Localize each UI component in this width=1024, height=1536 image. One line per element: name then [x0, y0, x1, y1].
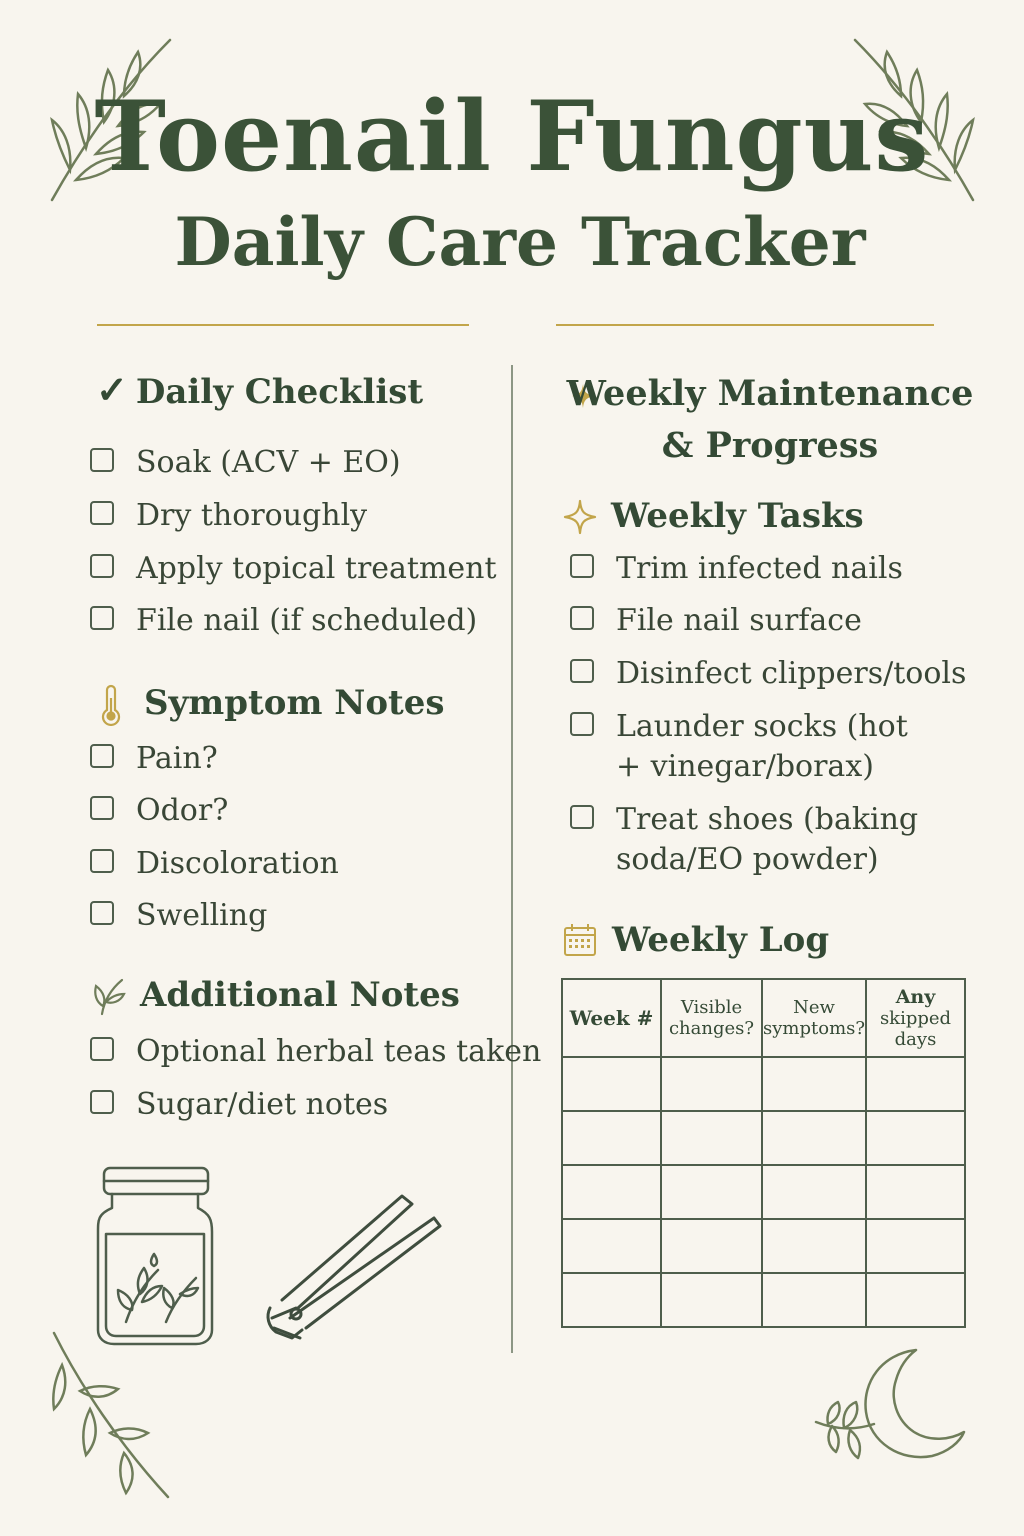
- weekly-task-disinfect[interactable]: [570, 654, 966, 694]
- weekly-task-label: Trim infected nails: [616, 551, 903, 586]
- table-cell[interactable]: [661, 1111, 762, 1165]
- daily-item-file[interactable]: [90, 601, 477, 641]
- checkmark-icon: ✓: [96, 367, 128, 412]
- daily-item-label: Soak (ACV + EO): [136, 445, 401, 480]
- daily-checklist-heading: ✓ Daily Checklist: [96, 367, 424, 412]
- col-week-number: Week #: [562, 979, 661, 1057]
- weekly-task-launder[interactable]: [570, 707, 908, 787]
- table-cell[interactable]: [762, 1111, 866, 1165]
- daily-item-dry[interactable]: [90, 496, 367, 536]
- table-cell[interactable]: [562, 1273, 661, 1327]
- weekly-task-file[interactable]: [570, 601, 862, 641]
- symptom-item-discoloration[interactable]: [90, 844, 339, 884]
- additional-notes-heading: Additional Notes: [140, 975, 460, 1015]
- checkbox[interactable]: [90, 554, 114, 578]
- weekly-task-trim[interactable]: [570, 549, 903, 589]
- table-row: [562, 1219, 965, 1273]
- checkbox[interactable]: [90, 849, 114, 873]
- weekly-tasks-heading: Weekly Tasks: [611, 496, 864, 536]
- checkbox[interactable]: [570, 659, 594, 683]
- table-row: [562, 1273, 965, 1327]
- checkbox[interactable]: [90, 901, 114, 925]
- checkbox[interactable]: [570, 712, 594, 736]
- checkbox[interactable]: [90, 1037, 114, 1061]
- table-cell[interactable]: [661, 1273, 762, 1327]
- daily-item-label: File nail (if scheduled): [136, 603, 478, 638]
- table-cell[interactable]: [866, 1165, 965, 1219]
- symptom-notes-heading: Symptom Notes: [144, 683, 445, 723]
- symptom-item-label: Odor?: [136, 793, 229, 828]
- checkbox[interactable]: [90, 1090, 114, 1114]
- daily-item-apply[interactable]: [90, 549, 497, 589]
- symptom-item-odor[interactable]: [90, 791, 228, 831]
- table-cell[interactable]: [866, 1219, 965, 1273]
- symptom-item-pain[interactable]: [90, 739, 218, 779]
- col-visible-changes: Visible changes?: [661, 979, 762, 1057]
- table-row: [562, 1057, 965, 1111]
- sparkle-icon: [562, 498, 598, 536]
- weekly-log-table: [561, 978, 966, 1328]
- checkbox[interactable]: [90, 606, 114, 630]
- table-cell[interactable]: [562, 1165, 661, 1219]
- page-subtitle: Daily Care Tracker: [174, 203, 866, 281]
- checkbox[interactable]: [90, 744, 114, 768]
- table-cell[interactable]: [661, 1219, 762, 1273]
- column-divider: [511, 365, 513, 1353]
- table-cell[interactable]: [866, 1273, 965, 1327]
- additional-item-label: Optional herbal teas taken: [136, 1034, 542, 1069]
- symptom-item-label: Swelling: [136, 898, 268, 933]
- checkbox[interactable]: [90, 796, 114, 820]
- checkbox[interactable]: [90, 448, 114, 472]
- checkbox[interactable]: [570, 606, 594, 630]
- table-header-row: [562, 979, 965, 1057]
- title-rule-right: [556, 324, 934, 326]
- table-cell[interactable]: [866, 1057, 965, 1111]
- additional-item-label: Sugar/diet notes: [136, 1087, 389, 1122]
- symptom-item-swelling[interactable]: [90, 896, 267, 936]
- daily-item-soak[interactable]: [90, 443, 401, 483]
- daily-item-label: Dry thoroughly: [136, 498, 368, 533]
- table-cell[interactable]: [562, 1219, 661, 1273]
- table-cell[interactable]: [661, 1165, 762, 1219]
- col-new-symptoms: New symptoms?: [762, 979, 866, 1057]
- weekly-task-label: File nail surface: [616, 603, 862, 638]
- calendar-icon: [562, 922, 598, 958]
- table-cell[interactable]: [562, 1111, 661, 1165]
- crescent-moon-icon: [812, 1346, 968, 1466]
- checkbox[interactable]: [570, 805, 594, 829]
- daily-item-label: Apply topical treatment: [136, 551, 497, 586]
- table-cell[interactable]: [562, 1057, 661, 1111]
- additional-item-sugar[interactable]: [90, 1085, 388, 1125]
- table-row: [562, 1165, 965, 1219]
- weekly-task-label: Treat shoes (baking soda/EO powder): [616, 802, 919, 877]
- checkbox[interactable]: [570, 554, 594, 578]
- table-cell[interactable]: [762, 1165, 866, 1219]
- nail-clipper-icon: [262, 1190, 446, 1350]
- weekly-maintenance-heading: Weekly Maintenance & Progress: [566, 373, 974, 466]
- table-cell[interactable]: [762, 1273, 866, 1327]
- table-row: [562, 1111, 965, 1165]
- title-rule-left: [97, 324, 469, 326]
- checkbox[interactable]: [90, 501, 114, 525]
- table-cell[interactable]: [661, 1057, 762, 1111]
- table-cell[interactable]: [762, 1057, 866, 1111]
- weekly-task-label: Launder socks (hot + vinegar/borax): [616, 709, 908, 784]
- table-cell[interactable]: [866, 1111, 965, 1165]
- table-cell[interactable]: [762, 1219, 866, 1273]
- additional-item-teas[interactable]: [90, 1032, 541, 1072]
- col-skipped-days: Any skipped days: [866, 979, 965, 1057]
- herbal-jar-icon: [92, 1162, 218, 1348]
- weekly-task-shoes[interactable]: [570, 800, 918, 880]
- symptom-item-label: Pain?: [136, 741, 218, 776]
- thermometer-icon: [98, 684, 124, 726]
- sprig-icon: [92, 976, 126, 1016]
- weekly-task-label: Disinfect clippers/tools: [616, 656, 967, 691]
- weekly-log-heading: Weekly Log: [612, 920, 830, 960]
- symptom-item-label: Discoloration: [136, 846, 339, 881]
- page-title: Toenail Fungus: [94, 80, 930, 193]
- leaf-sprig-bottom-left-icon: [40, 1325, 180, 1505]
